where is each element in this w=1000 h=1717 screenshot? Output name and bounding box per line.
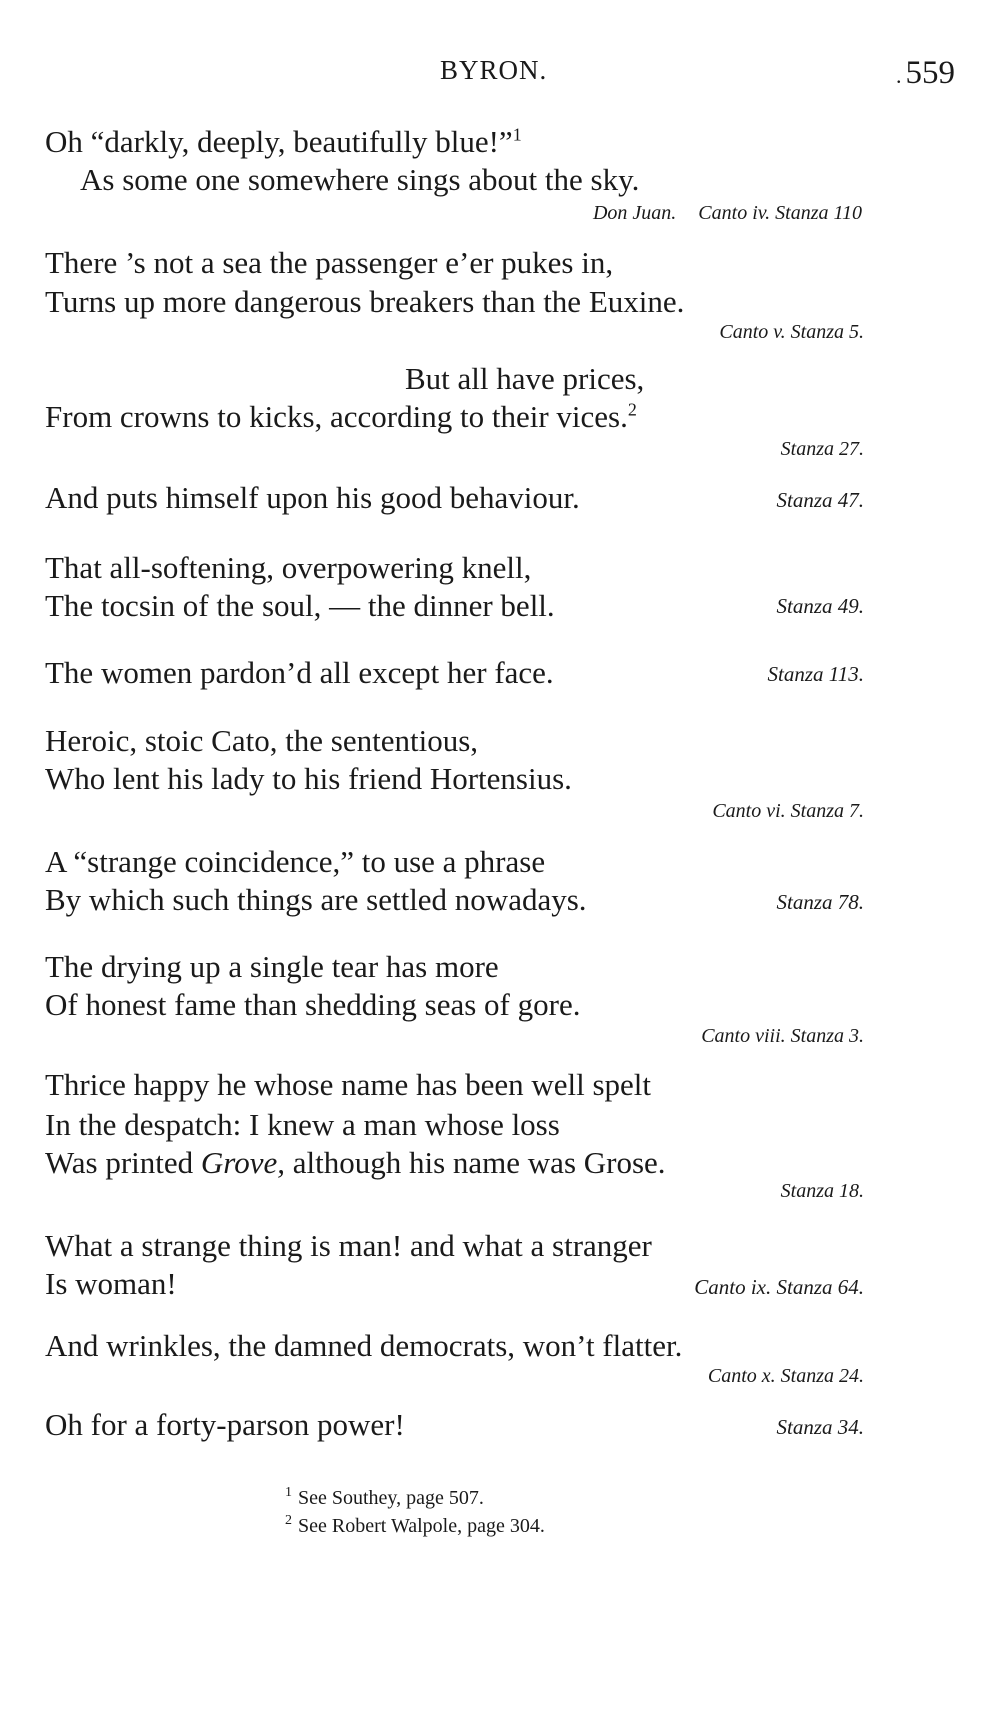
verse-line: And wrinkles, the damned democrats, won’t flatter. <box>45 1328 683 1363</box>
footnote: $^1$ See Southey, page 507. <box>285 1485 484 1509</box>
verse-line: The drying up a single tear has more <box>45 949 499 984</box>
citation: Canto viii. Stanza 3. <box>701 1025 864 1047</box>
verse-line: In the despatch: I knew a man whose loss <box>45 1107 560 1142</box>
citation: Stanza 78. <box>776 890 864 914</box>
verse-line: What a strange thing is man! and what a stranger <box>45 1228 652 1263</box>
verse-line: The tocsin of the soul, — the dinner bell. <box>45 588 555 623</box>
verse-line: Of honest fame than shedding seas of gore. <box>45 987 581 1022</box>
citation: Stanza 113. <box>767 662 864 686</box>
verse-line: As some one somewhere sings about the sky. <box>80 162 640 197</box>
verse-line: Is woman! <box>45 1266 177 1301</box>
verse-line: From crowns to kicks, according to their vices.$^2$ <box>45 399 637 434</box>
verse-line: There ’s not a sea the passenger e’er pukes in, <box>45 245 614 280</box>
citation: Stanza 49. <box>776 594 864 618</box>
citation: Stanza 18. <box>780 1180 864 1202</box>
citation: Canto vi. Stanza 7. <box>712 800 864 822</box>
verse-line: And puts himself upon his good behaviour. <box>45 480 580 515</box>
footnote: $^2$ See Robert Walpole, page 304. <box>285 1513 545 1537</box>
citation: Stanza 27. <box>780 438 864 460</box>
verse-line: Was printed Grove, although his name was Grose. <box>45 1145 666 1180</box>
verse-line: Oh for a forty-parson power! <box>45 1407 405 1442</box>
page-number: . 559 <box>896 55 955 91</box>
verse-line: But all have prices, <box>405 361 645 396</box>
verse-line: Who lent his lady to his friend Hortensius. <box>45 761 572 796</box>
citation: Stanza 34. <box>776 1415 864 1439</box>
citation: Stanza 47. <box>776 488 864 512</box>
citation: Canto x. Stanza 24. <box>707 1365 864 1387</box>
citation: Canto ix. Stanza 64. <box>694 1275 864 1299</box>
verse-line: Thrice happy he whose name has been well spelt <box>45 1067 652 1102</box>
verse-line: A “strange coincidence,” to use a phrase <box>45 844 546 879</box>
verse-line: That all-softening, overpowering knell, <box>45 550 532 585</box>
verse-line: Oh “darkly, deeply, beautifully blue!”$^1$ <box>45 124 522 159</box>
verse-line: By which such things are settled nowadays. <box>45 882 587 917</box>
citation: Canto v. Stanza 5. <box>719 321 864 343</box>
running-head: BYRON. <box>440 55 548 85</box>
citation: Don Juan. Canto iv. Stanza 110 <box>592 202 862 224</box>
verse-line: Turns up more dangerous breakers than the Euxine. <box>45 284 685 319</box>
verse-line: The women pardon’d all except her face. <box>45 655 554 690</box>
verse-line: Heroic, stoic Cato, the sententious, <box>45 723 479 758</box>
